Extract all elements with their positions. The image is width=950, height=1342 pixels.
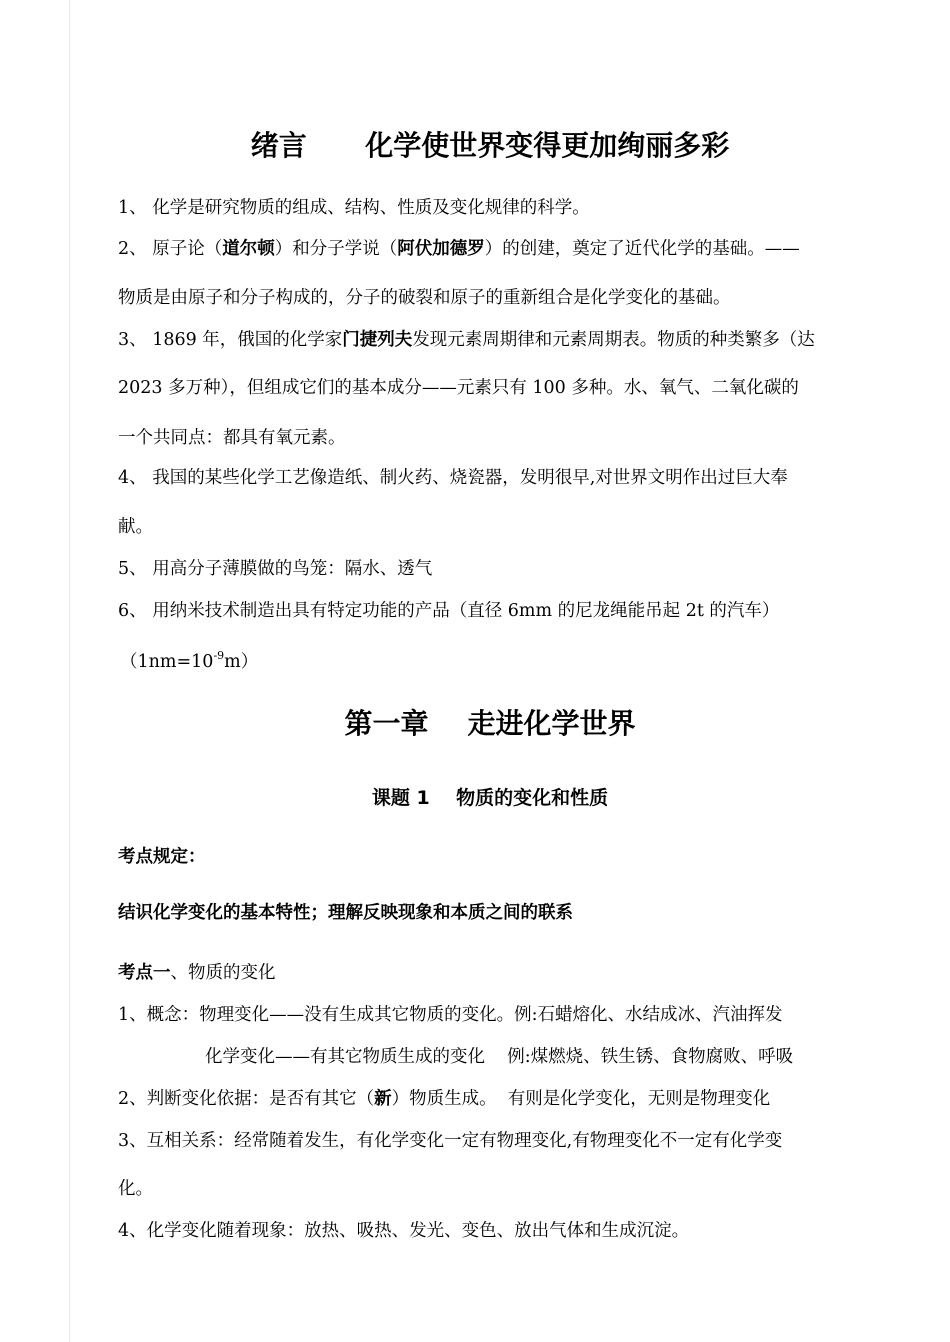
judgment-basis (118, 1085, 770, 1110)
intro-item-3-line-2: 2023 多万种），但组成它们的基本成分——元素只有 100 多种。水、氧气、二氧化碳的 (118, 378, 799, 398)
exam-point-1-topic: 、物质的变化 (170, 963, 276, 983)
chapter-title: 第一章 走进化学世界 (344, 707, 636, 740)
intro-item-2-part-c: ）和分子学说（ (274, 239, 398, 259)
intro-item-2-part-a: 2、 原子论（ (118, 239, 223, 259)
mutual-relation-line-2: 化。 (118, 1179, 153, 1199)
intro-item-2-part-e: ）的创建，奠定了近代化学的基础。—— (484, 239, 800, 259)
exam-requirements-label: 考点规定： (118, 847, 206, 867)
avogadro-name: 阿伏加德罗 (397, 239, 485, 259)
intro-title: 绪言 化学使世界变得更加绚丽多彩 (250, 129, 730, 162)
intro-item-4: 4、 我国的某些化学工艺像造纸、制火药、烧瓷器，发明很早,对世界文明作出过巨大奉 (118, 468, 788, 488)
formula-part-a: （1nm=10 (120, 652, 214, 672)
mutual-relation: 3、互相关系：经常随着发生，有化学变化一定有物理变化,有物理变化不一定有化学变 (118, 1131, 783, 1151)
intro-item-3-line-3: 一个共同点：都具有氧元素。 (118, 428, 346, 448)
new-keyword: 新 (374, 1089, 392, 1109)
intro-item-3-part-a: 3、 1869 年，俄国的化学家 (118, 330, 343, 350)
concept-physical-change: 1、概念：物理变化——没有生成其它物质的变化。例:石蜡熔化、水结成冰、汽油挥发 (118, 1005, 783, 1025)
formula-part-b: m） (224, 652, 259, 672)
judgment-basis-part-c: ）物质生成。 有则是化学变化，无则是物理变化 (391, 1089, 771, 1109)
exam-requirement-text: 结识化学变化的基本特性；理解反映现象和本质之间的联系 (118, 903, 573, 923)
dalton-name: 道尔顿 (222, 239, 275, 259)
judgment-basis-part-a: 2、判断变化依据：是否有其它（ (118, 1089, 375, 1109)
intro-item-2-line-2: 物质是由原子和分子构成的，分子的破裂和原子的重新组合是化学变化的基础。 (118, 288, 731, 308)
chemical-change-phenomena: 4、化学变化随着现象：放热、吸热、发光、变色、放出气体和生成沉淀。 (118, 1221, 690, 1241)
intro-item-6: 6、 用纳米技术制造出具有特定功能的产品（直径 6mm 的尼龙绳能吊起 2t 的汽车） (118, 601, 780, 621)
mendeleev-name: 门捷列夫 (342, 330, 413, 350)
intro-item-3 (118, 326, 815, 351)
intro-item-3-part-c: 发现元素周期律和元素周期表。物质的种类繁多（达 (412, 330, 815, 350)
intro-item-5: 5、 用高分子薄膜做的鸟笼：隔水、透气 (118, 559, 433, 579)
formula-exponent: -9 (213, 649, 225, 662)
lesson-title: 课题 1 物质的变化和性质 (371, 787, 609, 809)
intro-item-4-line-2: 献。 (118, 517, 153, 537)
exam-point-1-label: 考点一 (118, 963, 171, 983)
nanometer-formula (120, 648, 258, 673)
intro-item-2 (118, 235, 800, 260)
concept-chemical-change: 化学变化——有其它物质生成的变化 例:煤燃烧、铁生锈、食物腐败、呼吸 (205, 1047, 794, 1067)
exam-point-1-heading (118, 959, 276, 984)
page-margin-line (69, 0, 70, 1342)
intro-item-1: 1、 化学是研究物质的组成、结构、性质及变化规律的科学。 (118, 198, 590, 218)
